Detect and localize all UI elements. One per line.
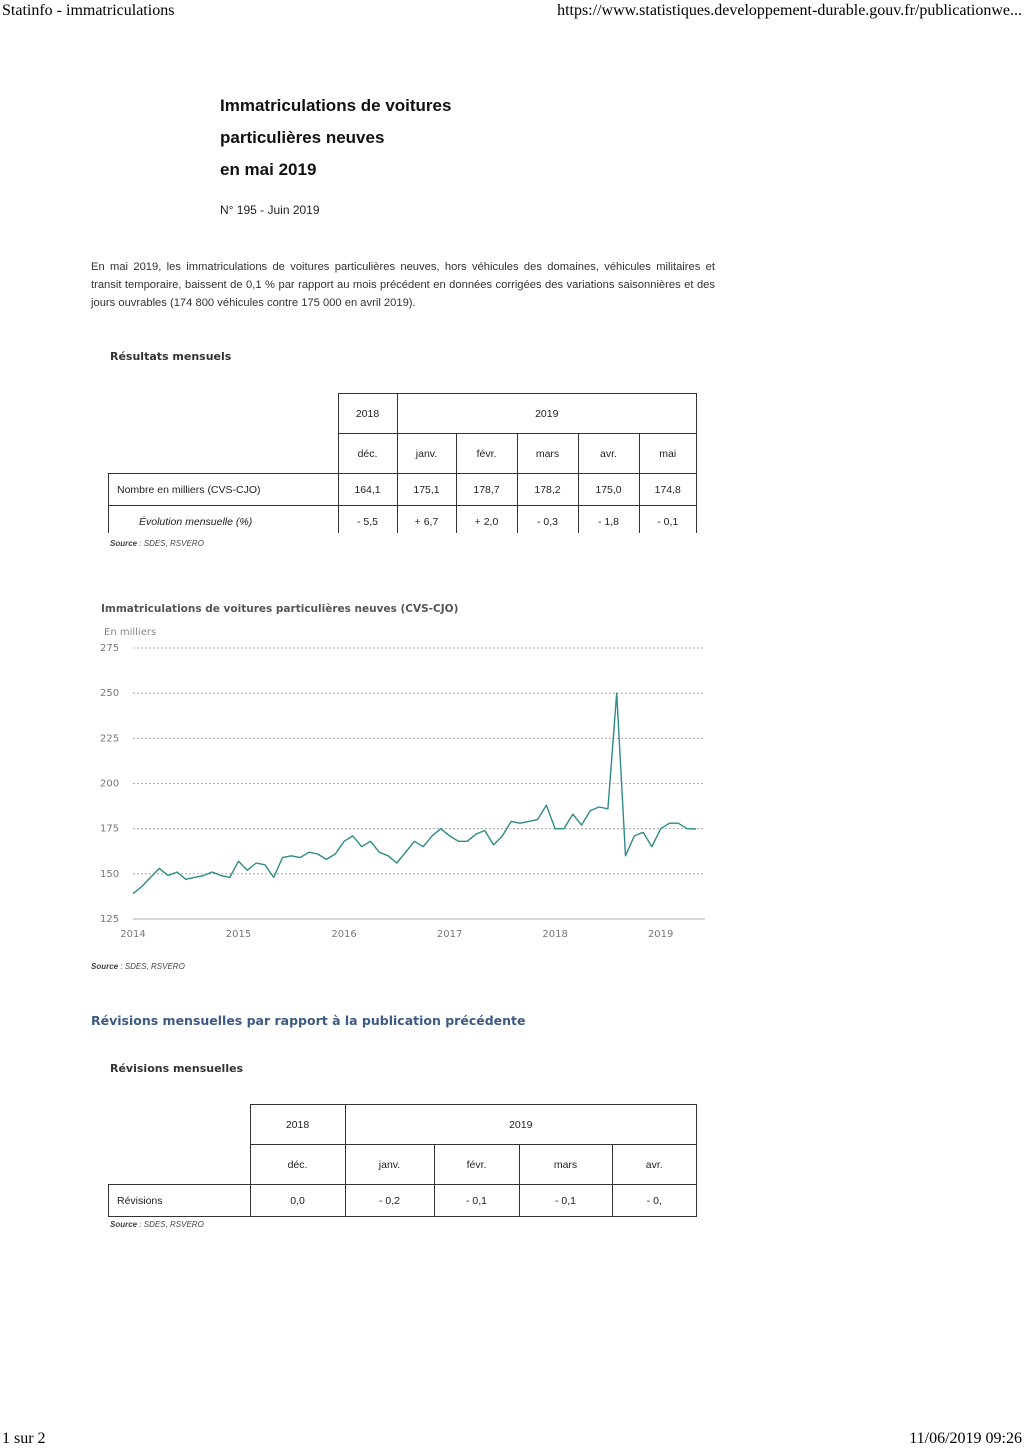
table-cell: 164,1 [338, 474, 397, 506]
y-tick-label: 275 [100, 643, 120, 654]
row-label: Évolution mensuelle (%) [109, 506, 339, 534]
year-header-2018: 2018 [338, 394, 397, 434]
results-table [108, 393, 697, 533]
x-tick-label: 2019 [647, 929, 674, 940]
source-text: : SDES, RSVERO [137, 1220, 204, 1229]
print-footer-page: 1 sur 2 [2, 1430, 46, 1447]
page-title-line-3: en mai 2019 [220, 160, 317, 179]
month-header: janv. [345, 1145, 434, 1185]
month-header: avr. [612, 1145, 697, 1185]
print-footer-date: 11/06/2019 09:26 [909, 1430, 1022, 1447]
y-tick-label: 200 [100, 778, 120, 790]
month-header: mars [519, 1145, 612, 1185]
table-cell: - 0,1 [434, 1185, 519, 1217]
page-title-line-2: particulières neuves [220, 128, 385, 147]
month-header: janv. [397, 434, 456, 474]
table-cell: - 0,3 [517, 506, 578, 534]
table-row [109, 1185, 697, 1217]
table-cell: 175,1 [397, 474, 456, 506]
y-tick-label: 225 [100, 733, 120, 745]
revisions-source [110, 1220, 204, 1229]
page-title-line-1: Immatriculations de voitures [220, 96, 452, 115]
x-tick-label: 2016 [331, 929, 357, 940]
line-chart [95, 640, 715, 945]
table-cell: - 5,5 [338, 506, 397, 534]
row-label: Nombre en milliers (CVS-CJO) [109, 474, 339, 506]
x-tick-label: 2018 [542, 929, 568, 940]
table-corner [109, 1145, 251, 1185]
y-tick-label: 250 [100, 688, 120, 700]
month-header: févr. [456, 434, 517, 474]
table-cell: 178,2 [517, 474, 578, 506]
month-header: déc. [250, 1145, 345, 1185]
year-header-2019: 2019 [397, 394, 697, 434]
table-cell: + 2,0 [456, 506, 517, 534]
source-label: Source [110, 1220, 138, 1229]
table-cell: 178,7 [456, 474, 517, 506]
series-line [133, 693, 696, 894]
table-cell: - 0,2 [345, 1185, 434, 1217]
results-table-heading: Résultats mensuels [110, 350, 232, 363]
chart-title: Immatriculations de voitures particulières neuves (CVS-CJO) [101, 603, 459, 615]
revisions-table [108, 1104, 697, 1217]
lead-paragraph: En mai 2019, les immatriculations de voitures particulières neuves, hors véhicules des domaines, véhicules militaires et transit temporaire, baissent de 0,1 % par rapport au mois précédent en données corrigées des variations saisonnières et des jours ouvrables (174 800 véhicules contre 175 000 en avril 2019). [91, 261, 715, 309]
print-header-title: Statinfo - immatriculations [2, 2, 175, 19]
table-row [109, 506, 697, 534]
month-header: avr. [578, 434, 639, 474]
table-cell: 175,0 [578, 474, 639, 506]
table-corner [109, 434, 339, 474]
y-tick-label: 125 [100, 914, 120, 925]
month-header: déc. [338, 434, 397, 474]
revisions-section-title: Révisions mensuelles par rapport à la publication précédente [91, 1013, 526, 1028]
month-header: févr. [434, 1145, 519, 1185]
month-header: mai [639, 434, 697, 474]
issue-number: N° 195 - Juin 2019 [220, 203, 320, 217]
chart-unit-label: En milliers [104, 627, 157, 638]
year-header-2019: 2019 [345, 1105, 697, 1145]
table-cell: + 6,7 [397, 506, 456, 534]
x-tick-label: 2017 [436, 929, 463, 940]
source-label: Source [91, 962, 119, 971]
table-row [109, 474, 697, 506]
revisions-table-heading: Révisions mensuelles [110, 1062, 244, 1075]
row-label: Révisions [109, 1185, 251, 1217]
results-source [110, 539, 204, 548]
table-cell: - 0,1 [519, 1185, 612, 1217]
year-header-2018: 2018 [250, 1105, 345, 1145]
y-tick-label: 150 [100, 868, 120, 880]
table-cell: 0,0 [250, 1185, 345, 1217]
x-tick-label: 2014 [120, 929, 146, 940]
month-header: mars [517, 434, 578, 474]
table-cell: - 0,1 [639, 506, 697, 534]
results-table-clip [108, 393, 698, 533]
table-corner [109, 1105, 251, 1145]
print-header-url[interactable]: https://www.statistiques.developpement-durable.gouv.fr/publicationwe... [557, 2, 1022, 19]
source-label: Source [110, 539, 138, 548]
table-corner [109, 394, 339, 434]
table-cell: - 0, [612, 1185, 697, 1217]
table-cell: - 1,8 [578, 506, 639, 534]
source-text: : SDES, RSVERO [118, 962, 185, 971]
table-cell: 174,8 [639, 474, 697, 506]
x-tick-label: 2015 [225, 929, 252, 940]
chart-source [91, 962, 185, 971]
source-text: : SDES, RSVERO [137, 539, 204, 548]
y-tick-label: 175 [100, 823, 120, 835]
